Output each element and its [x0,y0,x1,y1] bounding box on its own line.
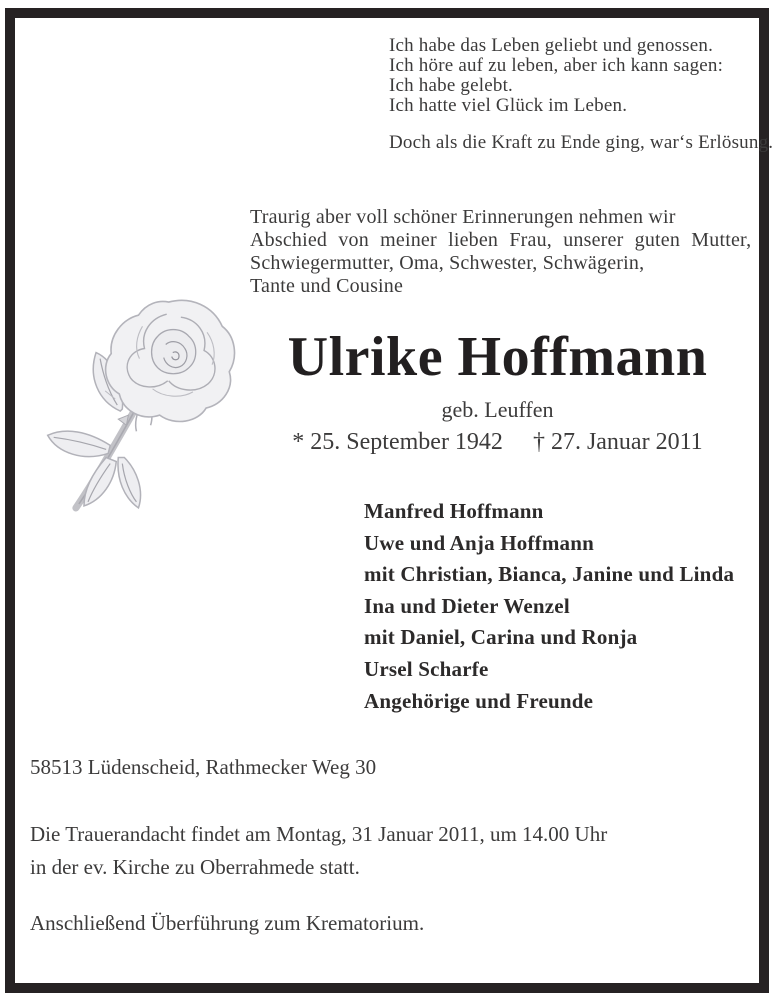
service-line: Die Trauerandacht findet am Montag, 31 Januar 2011, um 14.00 Uhr [30,822,608,846]
deceased-name: Ulrike Hoffmann [287,326,708,388]
intro-line: Traurig aber voll schöner Erinnerungen nehmen wir [250,206,676,228]
cremation-line: Anschließend Überführung zum Krematorium. [30,911,425,935]
service-info [30,818,607,884]
intro-line: Schwiegermutter, Oma, Schwester, Schwägerin, [250,252,645,274]
poem-line: Ich höre auf zu leben, aber ich kann sagen: [389,55,724,76]
intro-paragraph [250,206,751,298]
mourner-line: Ina und Dieter Wenzel [364,593,570,618]
maiden-name: geb. Leuffen [441,397,554,422]
mourner-line: mit Daniel, Carina und Ronja [364,625,638,650]
service-line: in der ev. Kirche zu Oberrahmede statt. [30,855,360,879]
intro-line: Tante und Cousine [250,275,404,297]
poem-block [389,36,773,153]
mourners-list [364,496,734,717]
death-date: † 27. Januar 2011 [532,429,703,455]
poem-closing-line: Doch als die Kraft zu Ende ging, war‘s Erlösung. [389,132,774,153]
deceased-block [250,328,745,455]
poem-line: Ich habe das Leben geliebt und genossen. [389,35,714,56]
mourner-line: Angehörige und Freunde [364,688,594,713]
life-dates [250,429,745,455]
poem-line: Ich hatte viel Glück im Leben. [389,95,628,116]
intro-line: Abschied von meiner lieben Frau, unserer guten Mutter, [250,229,752,251]
address-line: 58513 Lüdenscheid, Rathmecker Weg 30 [30,755,377,779]
mourner-line: Manfred Hoffmann [364,499,544,523]
rose-sketch-icon [38,292,248,514]
birth-date: * 25. September 1942 [292,429,503,455]
mourner-line: Uwe und Anja Hoffmann [364,530,594,555]
poem-line: Ich habe gelebt. [389,75,514,96]
mourner-line: mit Christian, Bianca, Janine und Linda [364,562,735,587]
mourner-line: Ursel Scharfe [364,656,489,681]
